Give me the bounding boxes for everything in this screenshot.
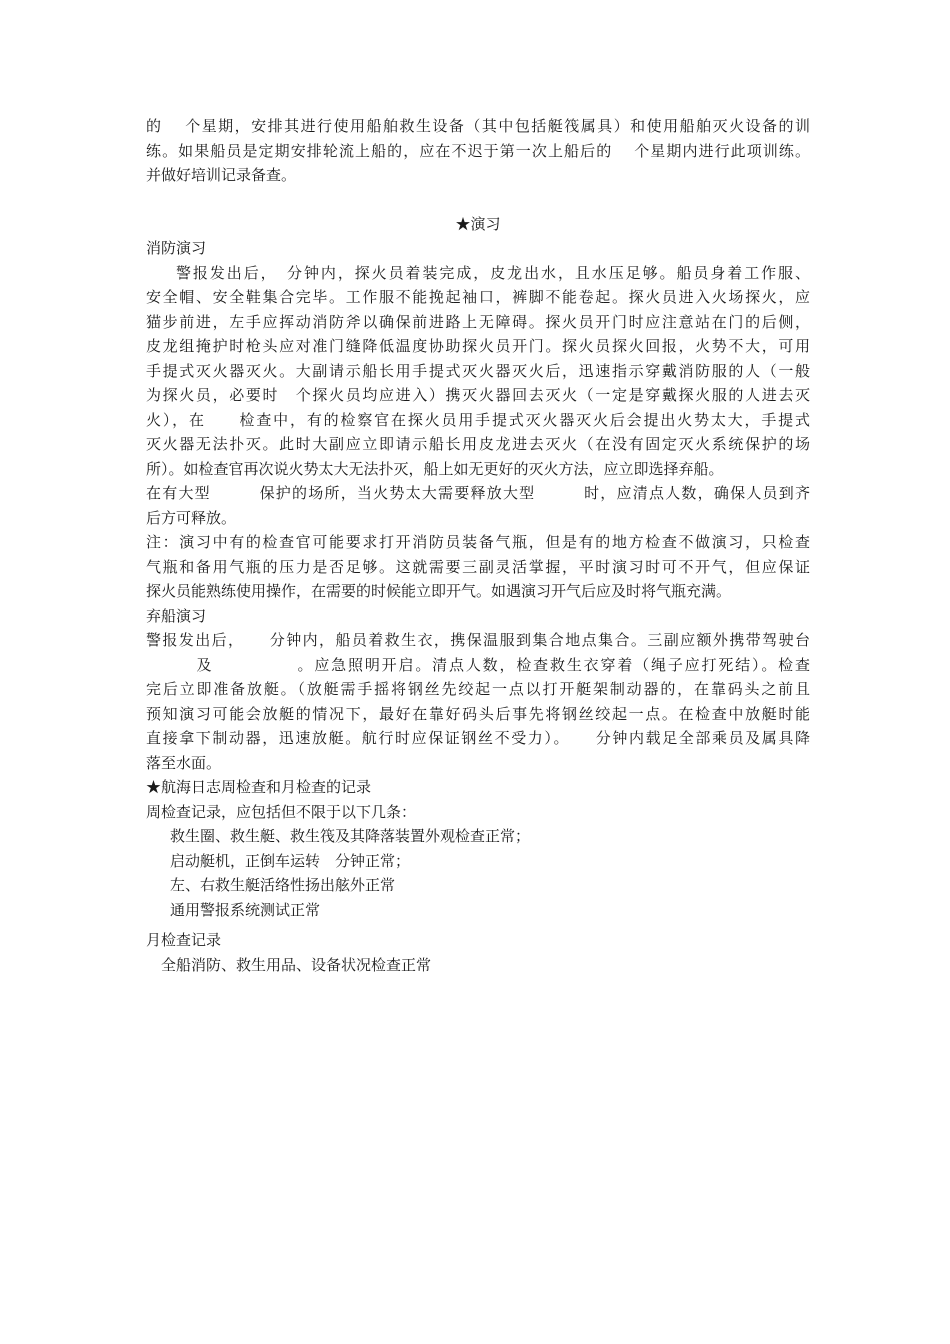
weekly-item-1: 救生圈、救生艇、救生筏及其降落装置外观检查正常； xyxy=(170,827,531,845)
note-line-1: 注：演习中有的检查官可能要求打开消防员装备气瓶，但是有的地方检查不做演习，只检查 xyxy=(146,533,810,551)
fire-drill-line-7: 火），在 检查中，有的检察官在探火员用手提式灭火器灭火后会提出火势太大，手提式 xyxy=(146,410,810,429)
fire-drill-line-8: 灭火器无法扑灭。此时大副应立即请示船长用皮龙进去灭火（在没有固定灭火系统保护的场 xyxy=(146,435,810,453)
intro-line-2: 练。如果船员是定期安排轮流上船的，应在不迟于第一次上船后的 个星期内进行此项训练。 xyxy=(146,141,810,160)
abandon-drill-line-3: 完后立即准备放艇。（放艇需手摇将钢丝先绞起一点以打开艇架制动器的，在靠码头之前且 xyxy=(146,680,810,698)
fire-drill-line-1: 警报发出后， 分钟内，探火员着装完成，皮龙出水，且水压足够。船员身着工作服、 xyxy=(176,263,810,282)
fire-drill-line-6: 为探火员，必要时 个探火员均应进入）携灭火器回去灭火（一定是穿戴探火服的人进去灭 xyxy=(146,386,810,404)
intro-line-3: 并做好培训记录备查。 xyxy=(146,166,297,184)
weekly-title: 周检查记录，应包括但不限于以下几条： xyxy=(146,802,417,821)
log-heading: ★航海日志周检查和月检查的记录 xyxy=(146,778,372,796)
fire-drill-line-2: 安全帽、安全鞋集合完毕。工作服不能挽起袖口，裤脚不能卷起。探火员进入火场探火，应 xyxy=(146,288,810,306)
fire-drill-line-4: 皮龙组掩护时枪头应对准门缝降低温度协助探火员开门。探火员探火回报，火势不大，可用 xyxy=(146,337,810,355)
fire-drill-title: 消防演习 xyxy=(146,239,207,257)
abandon-drill-line-6: 落至水面。 xyxy=(146,753,222,772)
abandon-drill-line-1: 警报发出后， 分钟内，船员着救生衣，携保温服到集合地点集合。三副应额外携带驾驶台 xyxy=(146,631,810,649)
weekly-item-3: 左、右救生艇活络性扬出舷外正常 xyxy=(170,876,396,894)
weekly-item-4: 通用警报系统测试正常 xyxy=(170,900,321,919)
spacer xyxy=(146,188,810,212)
fire-drill-line-5: 手提式灭火器灭火。大副请示船长用手提式灭火器灭火后，迅速指示穿戴消防服的人（一般 xyxy=(146,361,810,380)
note-line-3: 探火员能熟练使用操作，在需要的时候能立即开气。如遇演习开气后应及时将气瓶充满。 xyxy=(146,582,732,600)
weekly-item-2: 启动艇机，正倒车运转 分钟正常； xyxy=(170,851,411,870)
intro-line-1: 的 个星期，安排其进行使用船舶救生设备（其中包括艇筏属具）和使用船舶灭火设备的训 xyxy=(146,117,810,135)
drill-heading: ★演习 xyxy=(455,214,501,233)
fire-drill-line-9: 所）。如检查官再次说火势太大无法扑灭，船上如无更好的灭火方法，应立即选择弃船。 xyxy=(146,459,724,478)
note-line-2: 气瓶和备用气瓶的压力是否足够。这就需要三副灵活掌握，平时演习时可不开气，但应保证 xyxy=(146,557,810,576)
monthly-title: 月检查记录 xyxy=(146,931,222,949)
fire-drill-line-3: 猫步前进，左手应挥动消防斧以确保前进路上无障碍。探火员开门时应注意站在门的后侧， xyxy=(146,312,810,331)
monthly-item-1: 全船消防、救生用品、设备状况检查正常 xyxy=(161,955,432,974)
document-page xyxy=(146,114,810,977)
co2-line-1: 在有大型 保护的场所，当火势太大需要释放大型 时，应清点人数，确保人员到齐 xyxy=(146,484,810,502)
abandon-drill-line-2: 及 。应急照明开启。清点人数，检查救生衣穿着（绳子应打死结）。检查 xyxy=(146,655,810,674)
abandon-drill-title: 弃船演习 xyxy=(146,606,207,625)
abandon-drill-line-5: 直接拿下制动器，迅速放艇。航行时应保证钢丝不受力）。 分钟内载足全部乘员及属具降 xyxy=(146,729,810,747)
abandon-drill-line-4: 预知演习可能会放艇的情况下，最好在靠好码头后事先将钢丝绞起一点。在检查中放艇时能 xyxy=(146,704,810,723)
co2-line-2: 后方可释放。 xyxy=(146,508,237,527)
